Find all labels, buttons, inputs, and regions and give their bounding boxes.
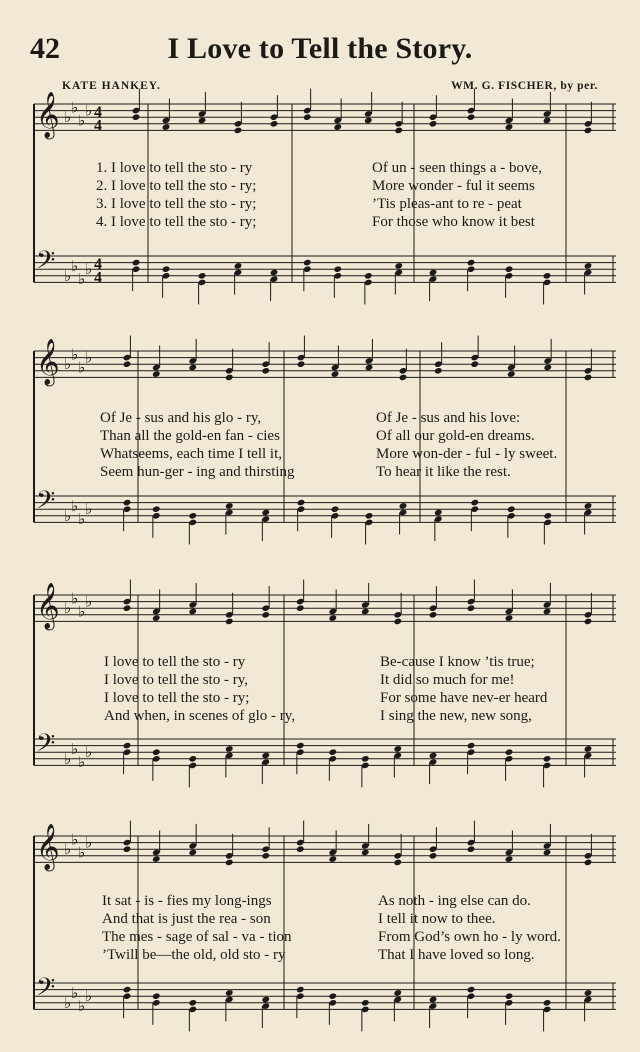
notehead xyxy=(584,374,593,382)
notehead xyxy=(123,604,132,612)
flat-icon: ♭ xyxy=(71,739,79,758)
notehead xyxy=(331,370,340,378)
notehead xyxy=(543,117,552,125)
time-signature-bottom: 4 xyxy=(94,117,102,135)
notehead xyxy=(365,512,374,520)
notehead xyxy=(429,752,438,760)
flat-icon: ♭ xyxy=(85,833,93,852)
notehead xyxy=(467,845,476,853)
notehead xyxy=(507,505,516,513)
notehead xyxy=(132,113,141,121)
notehead xyxy=(152,992,161,1000)
notehead xyxy=(429,611,438,619)
notehead xyxy=(225,618,234,626)
notehead xyxy=(505,855,514,863)
notehead xyxy=(296,604,305,612)
notehead xyxy=(393,745,402,753)
notehead xyxy=(543,364,552,372)
notehead xyxy=(303,113,312,121)
lyrics-system-3 xyxy=(104,654,629,726)
notehead xyxy=(188,755,197,763)
notehead xyxy=(225,745,234,753)
composer-credit: WM. G. FISCHER, by per. xyxy=(451,80,598,92)
notehead xyxy=(152,855,161,863)
notehead xyxy=(198,117,207,125)
treble-clef-icon: 𝄞 xyxy=(36,91,60,138)
notehead xyxy=(123,499,132,507)
flat-icon: ♭ xyxy=(78,843,86,862)
notehead xyxy=(467,986,476,994)
notehead xyxy=(584,502,593,510)
notehead xyxy=(296,986,305,994)
notehead xyxy=(434,367,443,375)
lyrics-system-1 xyxy=(96,160,621,232)
notehead xyxy=(234,262,243,270)
notehead xyxy=(393,859,402,867)
bass-clef-icon: 𝄢 xyxy=(36,729,56,765)
notehead xyxy=(261,367,270,375)
notehead xyxy=(394,262,403,270)
notehead xyxy=(543,272,552,280)
treble-clef-icon: 𝄞 xyxy=(36,582,60,629)
notehead xyxy=(543,849,552,857)
notehead xyxy=(505,748,514,756)
notehead xyxy=(198,272,207,280)
notehead xyxy=(296,742,305,750)
flat-icon: ♭ xyxy=(64,108,72,127)
flat-icon: ♭ xyxy=(85,592,93,611)
lyrics-system-2 xyxy=(100,410,625,482)
lyric-line: 1. I love to tell the sto - ry Of un - seen things a - bove, xyxy=(96,160,542,176)
flat-icon: ♭ xyxy=(85,348,93,367)
notehead xyxy=(225,859,234,867)
notehead xyxy=(132,259,141,267)
notehead xyxy=(393,618,402,626)
lyric-line: I love to tell the sto - ry; For some have nev-er heard xyxy=(104,690,548,706)
bass-clef-icon: 𝄢 xyxy=(36,486,56,522)
flat-icon: ♭ xyxy=(71,345,79,364)
lyric-line: Whatseems, each time I tell it, More won-der - ful - ly sweet. xyxy=(100,446,558,462)
page-number: 42 xyxy=(30,32,60,65)
notehead xyxy=(543,608,552,616)
lyric-line: 2. I love to tell the sto - ry; More wonder - ful it seems xyxy=(96,178,535,194)
notehead xyxy=(505,614,514,622)
notehead xyxy=(234,127,243,135)
flat-icon: ♭ xyxy=(78,753,86,772)
bass-clef-icon: 𝄢 xyxy=(36,246,56,282)
flat-icon: ♭ xyxy=(64,749,72,768)
notehead xyxy=(361,849,370,857)
notehead xyxy=(584,859,593,867)
notehead xyxy=(399,502,408,510)
time-signature-top: 4 xyxy=(94,256,102,274)
notehead xyxy=(470,360,479,368)
notehead xyxy=(297,499,306,507)
lyric-line: 3. I love to tell the sto - ry; ’Tis pleas-ant to re - peat xyxy=(96,196,522,212)
notehead xyxy=(584,127,593,135)
notehead xyxy=(188,512,197,520)
notehead xyxy=(123,742,132,750)
flat-icon: ♭ xyxy=(64,599,72,618)
lyric-line: Seem hun-ger - ing and thirsting To hear it like the rest. xyxy=(100,464,511,480)
notehead xyxy=(331,505,340,513)
flat-icon: ♭ xyxy=(64,506,72,525)
notehead xyxy=(543,999,552,1007)
notehead xyxy=(162,265,171,273)
notehead xyxy=(296,845,305,853)
flat-icon: ♭ xyxy=(85,260,93,279)
lyric-line: Of Je - sus and his glo - ry, Of Je - sus and his love: xyxy=(100,410,521,426)
lyrics-system-4 xyxy=(102,893,627,965)
notehead xyxy=(505,992,514,1000)
notehead xyxy=(429,120,438,128)
notehead xyxy=(188,999,197,1007)
flat-icon: ♭ xyxy=(78,270,86,289)
notehead xyxy=(361,999,370,1007)
notehead xyxy=(584,745,593,753)
lyric-line: The mes - sage of sal - va - tion From God’s own ho - ly word. xyxy=(102,929,561,945)
flat-icon: ♭ xyxy=(85,101,93,120)
notehead xyxy=(328,614,337,622)
time-signature-top: 4 xyxy=(94,104,102,122)
flat-icon: ♭ xyxy=(78,510,86,529)
notehead xyxy=(364,117,373,125)
notehead xyxy=(188,849,197,857)
notehead xyxy=(429,852,438,860)
notehead xyxy=(470,499,479,507)
notehead xyxy=(123,360,132,368)
notehead xyxy=(467,259,476,267)
notehead xyxy=(467,113,476,121)
lyric-line: Than all the gold-en fan - cies Of all our gold-en dreams. xyxy=(100,428,535,444)
notehead xyxy=(361,755,370,763)
notehead xyxy=(394,127,403,135)
flat-icon: ♭ xyxy=(64,355,72,374)
flat-icon: ♭ xyxy=(64,840,72,859)
notehead xyxy=(188,608,197,616)
notehead xyxy=(123,986,132,994)
notehead xyxy=(467,742,476,750)
notehead xyxy=(584,989,593,997)
notehead xyxy=(328,992,337,1000)
notehead xyxy=(261,611,270,619)
notehead xyxy=(261,852,270,860)
notehead xyxy=(261,996,270,1004)
flat-icon: ♭ xyxy=(78,358,86,377)
notehead xyxy=(270,120,279,128)
notehead xyxy=(225,989,234,997)
notehead xyxy=(365,364,374,372)
flat-icon: ♭ xyxy=(85,500,93,519)
lyricist-credit: KATE HANKEY. xyxy=(62,80,161,92)
flat-icon: ♭ xyxy=(78,602,86,621)
treble-clef-icon: 𝄞 xyxy=(36,338,60,385)
notehead xyxy=(364,272,373,280)
flat-icon: ♭ xyxy=(71,98,79,117)
notehead xyxy=(328,748,337,756)
flat-icon: ♭ xyxy=(85,743,93,762)
notehead xyxy=(162,123,171,131)
notehead xyxy=(152,748,161,756)
flat-icon: ♭ xyxy=(71,589,79,608)
flat-icon: ♭ xyxy=(64,993,72,1012)
notehead xyxy=(584,262,593,270)
lyric-line: I love to tell the sto - ry Be-cause I know ’tis true; xyxy=(104,654,535,670)
lyric-line: And when, in scenes of glo - ry, I sing the new, new song, xyxy=(104,708,532,724)
lyric-line: ’Twill be—the old, old sto - ry That I have loved so long. xyxy=(102,947,535,963)
notehead xyxy=(429,269,438,277)
notehead xyxy=(429,996,438,1004)
notehead xyxy=(361,608,370,616)
notehead xyxy=(467,604,476,612)
notehead xyxy=(297,360,306,368)
notehead xyxy=(261,509,270,517)
flat-icon: ♭ xyxy=(64,266,72,285)
flat-icon: ♭ xyxy=(71,983,79,1002)
notehead xyxy=(270,269,279,277)
flat-icon: ♭ xyxy=(78,111,86,130)
time-signature-bottom: 4 xyxy=(94,269,102,287)
notehead xyxy=(261,752,270,760)
notehead xyxy=(303,259,312,267)
notehead xyxy=(188,364,197,372)
notehead xyxy=(505,265,514,273)
notehead xyxy=(507,370,516,378)
notehead xyxy=(152,614,161,622)
flat-icon: ♭ xyxy=(71,256,79,275)
notehead xyxy=(543,512,552,520)
lyric-line: 4. I love to tell the sto - ry; For those who know it best xyxy=(96,214,535,230)
notehead xyxy=(333,265,342,273)
notehead xyxy=(225,502,234,510)
notehead xyxy=(543,755,552,763)
notehead xyxy=(152,505,161,513)
notehead xyxy=(584,618,593,626)
notehead xyxy=(328,855,337,863)
flat-icon: ♭ xyxy=(85,987,93,1006)
lyric-line: I love to tell the sto - ry, It did so much for me! xyxy=(104,672,515,688)
flat-icon: ♭ xyxy=(78,997,86,1016)
notehead xyxy=(225,374,234,382)
bass-clef-icon: 𝄢 xyxy=(36,973,56,1009)
hymn-title: I Love to Tell the Story. xyxy=(167,32,473,65)
flat-icon: ♭ xyxy=(71,496,79,515)
flat-icon: ♭ xyxy=(71,830,79,849)
notehead xyxy=(123,845,132,853)
lyric-line: It sat - is - fies my long-ings As noth - ing else can do. xyxy=(102,893,531,909)
lyric-line: And that is just the rea - son I tell it now to thee. xyxy=(102,911,496,927)
notehead xyxy=(399,374,408,382)
notehead xyxy=(333,123,342,131)
treble-clef-icon: 𝄞 xyxy=(36,823,60,870)
notehead xyxy=(434,509,443,517)
notehead xyxy=(505,123,514,131)
notehead xyxy=(152,370,161,378)
notehead xyxy=(393,989,402,997)
